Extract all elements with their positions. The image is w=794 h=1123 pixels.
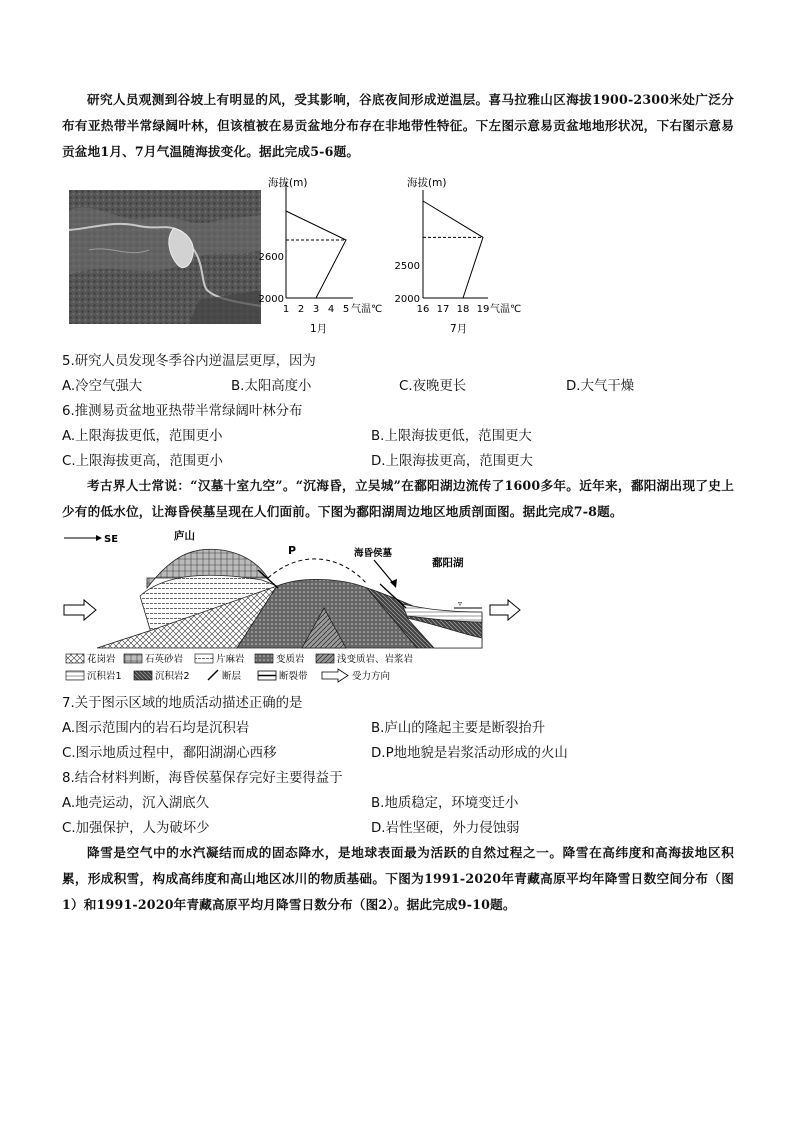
passage-3: 降雪是空气中的水汽凝结而成的固态降水，是地球表面最为活跃的自然过程之一。降雪在高纬度和高海拔地区积累，形成积雪，构成高纬度和高山地区冰川的物质基础。下图为1991-2020年青藏高原平均年降雪日数空间分布（图1）和1991-2020年青藏高原平均月降雪日数分布（图2）。据此完成9-10题。 — [62, 845, 734, 912]
q6-option-c[interactable]: C.上限海拔更高，范围更小 — [62, 454, 223, 469]
legend-shallow: 浅变质岩、岩浆岩 — [337, 654, 414, 665]
jan-xtick: 2 — [297, 304, 305, 315]
legend-sed2: 沉积岩2 — [155, 671, 190, 682]
jan-ytick-2600: 2600 — [258, 252, 284, 263]
q7-option-b[interactable]: B.庐山的隆起主要是断裂抬升 — [371, 721, 546, 736]
jan-xticks — [283, 304, 349, 315]
question-5-stem: 5.研究人员发现冬季谷内逆温层更厚，因为 — [62, 354, 316, 369]
q8-option-b[interactable]: B.地质稳定，环境变迁小 — [371, 796, 519, 811]
q8-option-c[interactable]: C.加强保护，人为破坏少 — [62, 821, 210, 836]
legend-fracture: 断裂带 — [279, 671, 308, 682]
tomb-label: 海昏侯墓 — [354, 548, 393, 559]
legend-gneiss: 片麻岩 — [216, 654, 245, 665]
lake-label: 鄱阳湖 — [432, 557, 464, 569]
jan-ylabel: 海拔(m) — [268, 177, 308, 189]
january-temperature-chart — [258, 172, 385, 340]
q6-option-d[interactable]: D.上限海拔更高，范围更大 — [371, 454, 533, 469]
jul-ytick-2000: 2000 — [394, 294, 420, 305]
legend-sed1: 沉积岩1 — [87, 671, 122, 682]
jan-caption: 1月 — [310, 323, 328, 335]
jul-ytick-2500: 2500 — [394, 261, 420, 272]
jul-xtick: 17 — [436, 304, 450, 315]
q8-option-a[interactable]: A.地壳运动，沉入湖底久 — [62, 796, 210, 811]
jan-xlabel: 气温℃ — [351, 304, 383, 315]
passage-1: 研究人员观测到谷坡上有明显的风，受其影响，谷底夜间形成逆温层。喜马拉雅山区海拔1900-2300米处广泛分布有亚热带半常绿阔叶林，但该植被在易贡盆地分布存在非地带性特征。下左图示意易贡盆地地形状况，下右图示意易贡盆地1月、7月气温随海拔变化。据此完成5-6题。 — [62, 92, 734, 159]
q5-option-b[interactable]: B.太阳高度小 — [231, 379, 312, 394]
jul-caption: 7月 — [450, 323, 468, 335]
july-temperature-chart — [395, 172, 525, 340]
jul-xtick: 19 — [476, 304, 490, 315]
question-6-stem: 6.推测易贡盆地亚热带半常绿阔叶林分布 — [62, 404, 303, 419]
q8-option-d[interactable]: D.岩性坚硬，外力侵蚀弱 — [371, 821, 520, 836]
jul-xtick: 18 — [456, 304, 470, 315]
right-force-arrow — [490, 600, 520, 620]
direction-label: SE — [104, 534, 119, 545]
legend-fault-swatch — [208, 670, 218, 680]
legend-force-swatch — [322, 669, 348, 682]
legend-granite: 花岗岩 — [87, 654, 116, 665]
profile-legend — [66, 653, 414, 682]
jan-xtick: 5 — [342, 304, 350, 315]
jul-xtick: 16 — [416, 304, 430, 315]
left-force-arrow — [64, 600, 96, 620]
jan-temperature-line — [286, 211, 346, 298]
jan-xtick: 3 — [312, 304, 320, 315]
legend-fault: 断层 — [222, 671, 242, 682]
legend-shallow-swatch — [316, 654, 334, 663]
legend-meta-swatch — [255, 654, 273, 663]
q7-option-d[interactable]: D.P地地貌是岩浆活动形成的火山 — [371, 746, 568, 761]
direction-arrowhead — [96, 535, 102, 541]
q7-option-a[interactable]: A.图示范围内的岩石均是沉积岩 — [62, 721, 250, 736]
yigong-basin-terrain-photo — [69, 190, 261, 324]
passage-2: 考古界人士常说：“汉墓十室九空”。“沉海昏，立吴城”在鄱阳湖边流传了1600多年。近年来，鄱阳湖出现了史上少有的低水位，让海昏侯墓呈现在人们面前。下图为鄱阳湖周边地区地质剖面图。据此完成7-8题。 — [62, 478, 734, 519]
p-label: P — [288, 544, 297, 557]
question-7-stem: 7.关于图示区域的地质活动描述正确的是 — [62, 696, 303, 711]
q6-option-a[interactable]: A.上限海拔更低，范围更小 — [62, 429, 223, 444]
lake-water-mark: ▿ — [458, 599, 463, 608]
lushan-label: 庐山 — [174, 530, 195, 542]
q5-option-a[interactable]: A.冷空气强大 — [62, 379, 143, 394]
jan-xtick: 1 — [282, 304, 290, 315]
jul-xlabel: 气温℃ — [490, 304, 522, 315]
legend-sed1-swatch — [66, 671, 84, 680]
legend-meta: 变质岩 — [276, 654, 305, 665]
jul-temperature-line — [423, 201, 483, 298]
poyang-geological-profile — [62, 526, 524, 686]
legend-sed2-swatch — [134, 671, 152, 680]
legend-quartz-swatch — [124, 654, 142, 663]
legend-quartz: 石英砂岩 — [145, 654, 184, 665]
q6-option-b[interactable]: B.上限海拔更低，范围更大 — [371, 429, 532, 444]
jan-xtick: 4 — [327, 304, 335, 315]
legend-granite-swatch — [66, 654, 84, 663]
legend-gneiss-swatch — [195, 654, 213, 663]
tomb-pointer — [374, 560, 394, 584]
q5-option-c[interactable]: C.夜晚更长 — [399, 379, 467, 394]
jul-ylabel: 海拔(m) — [407, 177, 447, 189]
question-8-stem: 8.结合材料判断，海昏侯墓保存完好主要得益于 — [62, 771, 343, 786]
jan-ytick-2000: 2000 — [258, 294, 284, 305]
q5-option-d[interactable]: D.大气干燥 — [566, 379, 635, 394]
q7-option-c[interactable]: C.图示地质过程中，鄱阳湖湖心西移 — [62, 746, 277, 761]
legend-force: 受力方向 — [352, 671, 391, 682]
